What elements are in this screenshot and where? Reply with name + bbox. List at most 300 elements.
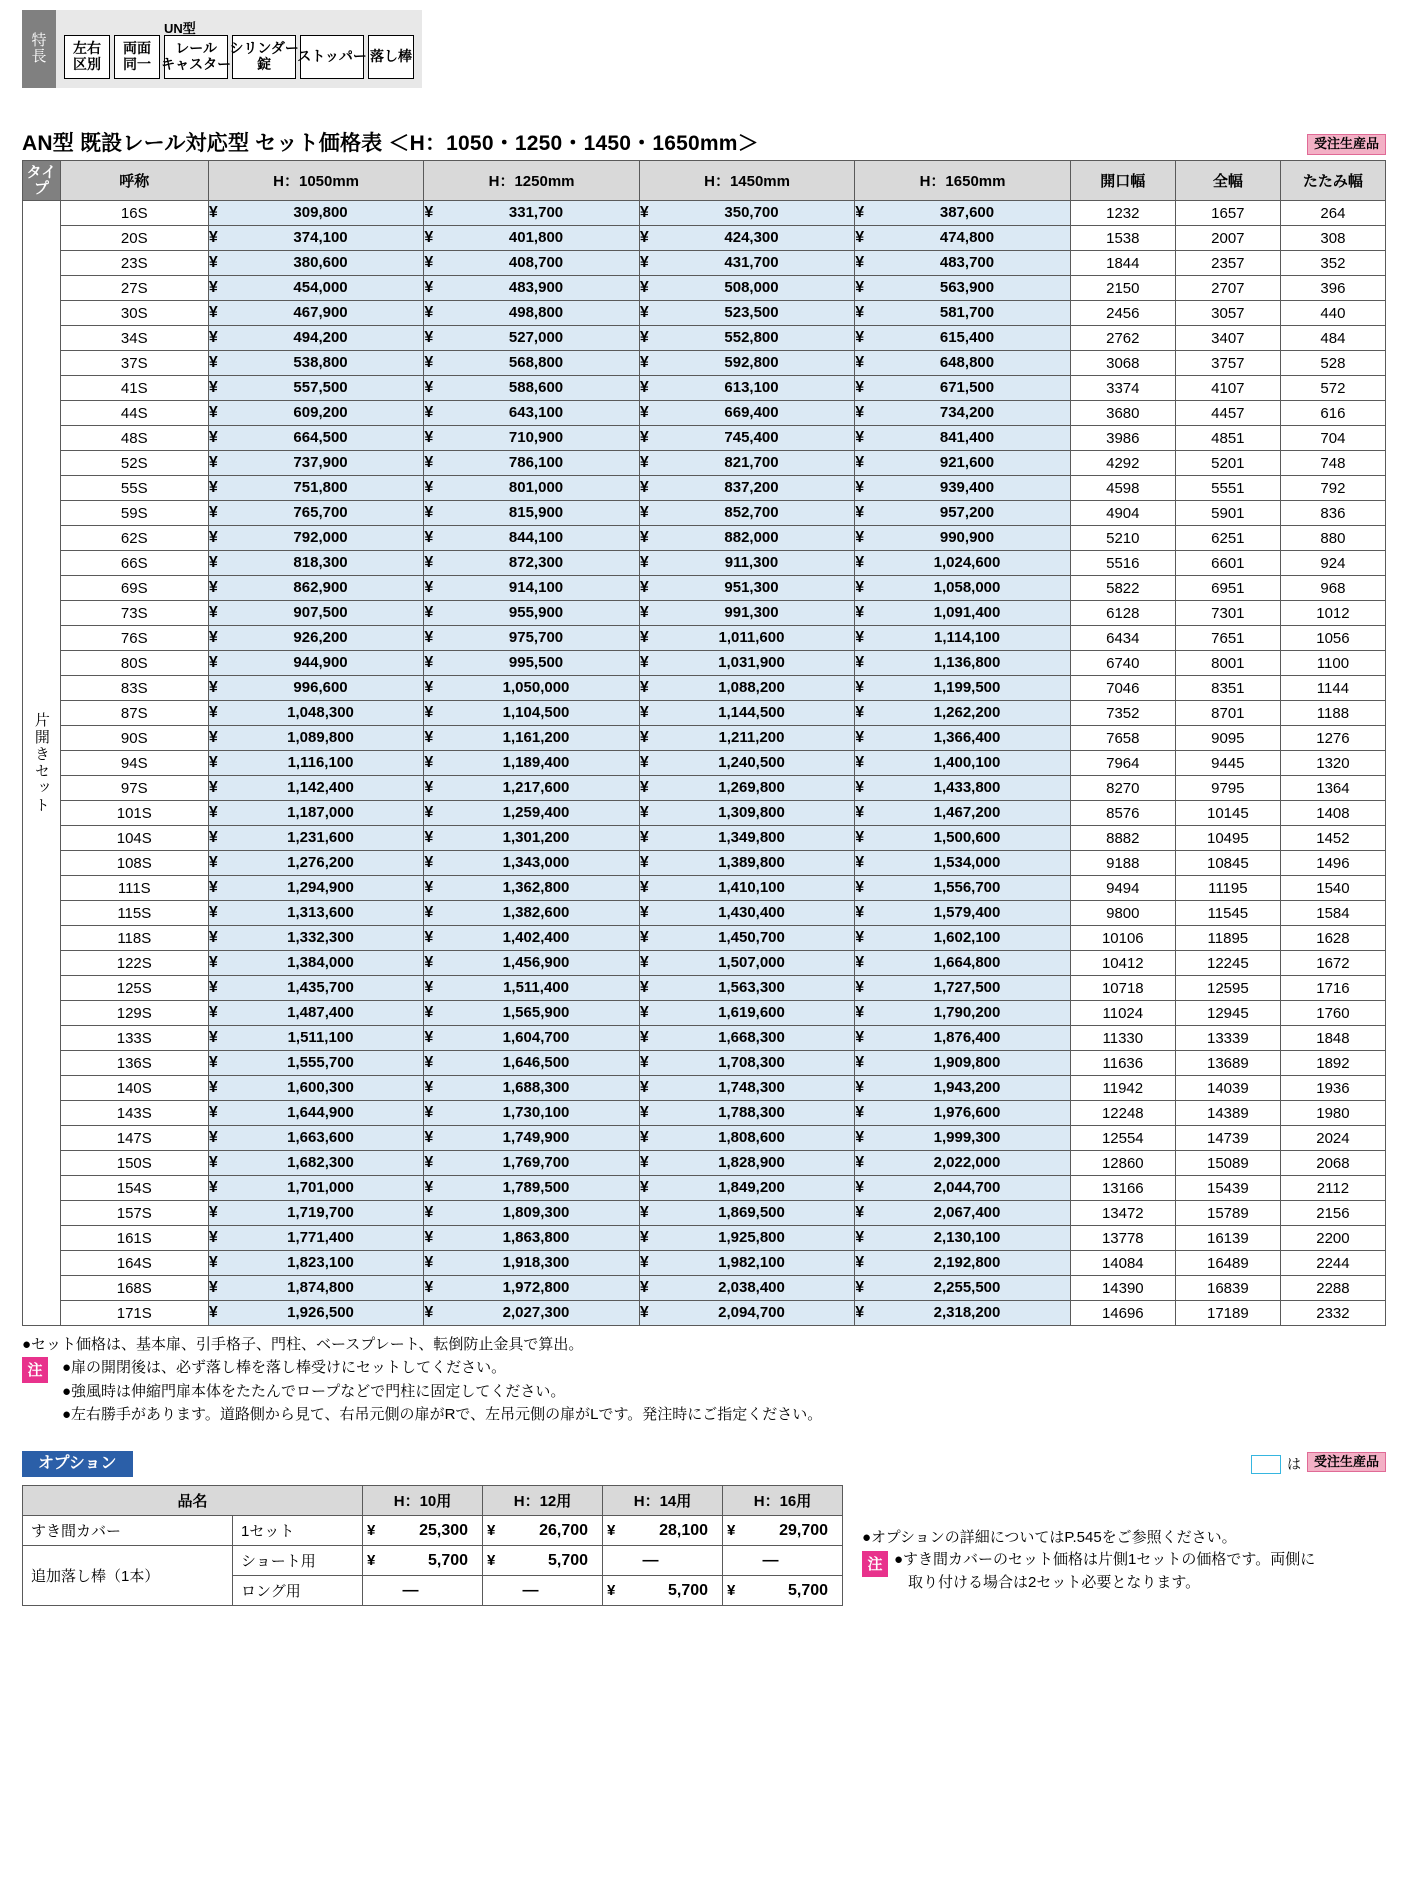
table-row: [23, 1276, 1386, 1301]
table-row: [23, 951, 1386, 976]
yen-symbol: ¥: [607, 1521, 616, 1539]
cell-price: [208, 901, 423, 926]
cell-price: [855, 1276, 1070, 1301]
table-row: [23, 1251, 1386, 1276]
table-row: [23, 351, 1386, 376]
yen-symbol: ¥: [855, 829, 865, 846]
price-value: 1,556,700: [933, 879, 1001, 896]
price-value: 1,450,700: [718, 929, 785, 946]
cell-price: [855, 951, 1070, 976]
cell-dimension: 4904: [1070, 501, 1175, 526]
price-value: 1,604,700: [502, 1029, 570, 1046]
cell-price: [208, 526, 423, 551]
price-value: 1,382,600: [502, 904, 570, 921]
price-value: 1,402,400: [502, 929, 570, 946]
price-value: 792,000: [293, 529, 348, 546]
price-value: 613,100: [724, 379, 779, 396]
price-value: 669,400: [724, 404, 779, 421]
option-cell-price: [603, 1546, 723, 1576]
yen-symbol: ¥: [424, 829, 434, 846]
cell-model-name: 73S: [60, 601, 208, 626]
cell-dimension: 7301: [1175, 601, 1280, 626]
notes-block: [22, 1333, 1022, 1426]
note-line-3: ●強風時は伸縮門扉本体をたたんでロープなどで門柱に固定してください。: [62, 1382, 566, 1400]
price-value: 1,602,100: [933, 929, 1001, 946]
cell-price: [855, 1176, 1070, 1201]
price-value: 737,900: [293, 454, 348, 471]
yen-symbol: ¥: [424, 404, 434, 421]
cell-dimension: 9795: [1175, 776, 1280, 801]
cell-price: [208, 1201, 423, 1226]
col-header-h1650: H：1650mm: [855, 161, 1070, 201]
cell-dimension: 792: [1280, 476, 1385, 501]
yen-symbol: ¥: [855, 1154, 865, 1171]
feature-chip-drop-bar: [368, 35, 414, 79]
table-row: [23, 826, 1386, 851]
cell-dimension: 5901: [1175, 501, 1280, 526]
cell-price: [208, 1276, 423, 1301]
feature-chip-cylinder-lock: [229, 35, 299, 79]
price-value: 331,700: [508, 204, 564, 221]
cell-price: [424, 826, 639, 851]
price-value: 1,789,500: [502, 1179, 570, 1196]
cell-dimension: 13472: [1070, 1201, 1175, 1226]
cell-price: [639, 401, 854, 426]
yen-symbol: ¥: [424, 204, 434, 221]
cell-price: [639, 701, 854, 726]
table-row: [23, 326, 1386, 351]
price-value: 648,800: [939, 354, 995, 371]
cell-price: [855, 276, 1070, 301]
yen-symbol: ¥: [639, 1029, 649, 1046]
yen-symbol: ¥: [855, 404, 865, 421]
cell-dimension: 704: [1280, 426, 1385, 451]
cell-dimension: 11895: [1175, 926, 1280, 951]
feature-chip-left-right: [64, 35, 110, 79]
price-value: 1,701,000: [287, 1179, 354, 1196]
option-price-value: 5,700: [787, 1581, 829, 1599]
price-value: 643,100: [508, 404, 564, 421]
yen-symbol: ¥: [424, 329, 434, 346]
price-value: 821,700: [724, 454, 779, 471]
cell-price: [208, 1251, 423, 1276]
cell-dimension: 9494: [1070, 876, 1175, 901]
cell-price: [855, 1126, 1070, 1151]
cell-dimension: 3986: [1070, 426, 1175, 451]
table-row: [23, 1051, 1386, 1076]
cell-dimension: 11024: [1070, 1001, 1175, 1026]
price-value: 1,909,800: [933, 1054, 1001, 1071]
option-price-value: —: [642, 1551, 659, 1569]
cell-price: [855, 426, 1070, 451]
price-value: 1,619,600: [718, 1004, 785, 1021]
option-price-value: 29,700: [779, 1521, 829, 1539]
cell-price: [639, 501, 854, 526]
price-value: 1,142,400: [287, 779, 354, 796]
cell-price: [639, 226, 854, 251]
cell-dimension: 440: [1280, 301, 1385, 326]
price-value: 1,565,900: [502, 1004, 570, 1021]
cell-price: [424, 1076, 639, 1101]
legend-made-to-order-badge: 受注生産品: [1307, 1452, 1386, 1473]
cell-price: [208, 201, 423, 226]
cell-dimension: 7352: [1070, 701, 1175, 726]
cell-price: [855, 1251, 1070, 1276]
cell-price: [639, 301, 854, 326]
yen-symbol: ¥: [855, 1029, 865, 1046]
cell-model-name: 55S: [60, 476, 208, 501]
yen-symbol: ¥: [487, 1521, 496, 1539]
price-value: 1,730,100: [502, 1104, 570, 1121]
cell-price: [208, 851, 423, 876]
option-row: [23, 1546, 843, 1576]
price-value: 1,534,000: [933, 854, 1001, 871]
cell-price: [424, 751, 639, 776]
price-value: 1,999,300: [933, 1129, 1001, 1146]
yen-symbol: ¥: [639, 579, 649, 596]
cell-price: [855, 376, 1070, 401]
cell-price: [424, 351, 639, 376]
yen-symbol: ¥: [639, 329, 649, 346]
cell-model-name: 118S: [60, 926, 208, 951]
table-row: [23, 1226, 1386, 1251]
price-value: 508,000: [724, 279, 779, 296]
cell-dimension: 4598: [1070, 476, 1175, 501]
yen-symbol: ¥: [424, 1179, 434, 1196]
price-value: 852,700: [724, 504, 779, 521]
cell-price: [855, 1301, 1070, 1326]
cell-price: [639, 626, 854, 651]
yen-symbol: ¥: [855, 429, 865, 446]
table-row: [23, 651, 1386, 676]
col-header-h1250: H：1250mm: [424, 161, 639, 201]
table-row: [23, 201, 1386, 226]
yen-symbol: ¥: [208, 479, 218, 496]
feature-strip-label: [22, 10, 56, 88]
cell-model-name: 108S: [60, 851, 208, 876]
cell-dimension: 968: [1280, 576, 1385, 601]
yen-symbol: ¥: [424, 879, 434, 896]
price-value: 1,500,600: [933, 829, 1001, 846]
table-row: [23, 676, 1386, 701]
option-item-name: すき間カバー: [23, 1516, 233, 1546]
cell-dimension: 3680: [1070, 401, 1175, 426]
cell-price: [855, 751, 1070, 776]
yen-symbol: ¥: [855, 1104, 865, 1121]
cell-dimension: 7964: [1070, 751, 1175, 776]
price-value: 844,100: [508, 529, 564, 546]
option-col-header-h12: H：12用: [483, 1486, 603, 1516]
yen-symbol: ¥: [424, 579, 434, 596]
cell-dimension: 5822: [1070, 576, 1175, 601]
yen-symbol: ¥: [424, 1279, 434, 1296]
feature-chip-line: 同一: [123, 56, 151, 72]
yen-symbol: ¥: [855, 1279, 865, 1296]
cell-dimension: 11636: [1070, 1051, 1175, 1076]
cell-dimension: 13778: [1070, 1226, 1175, 1251]
yen-symbol: ¥: [424, 1204, 434, 1221]
price-value: 1,823,100: [287, 1254, 354, 1271]
cell-dimension: 15439: [1175, 1176, 1280, 1201]
cell-price: [208, 601, 423, 626]
option-cell-price: [363, 1546, 483, 1576]
cell-price: [639, 851, 854, 876]
price-value: 2,130,100: [933, 1229, 1001, 1246]
cell-price: [424, 251, 639, 276]
cell-price: [424, 1151, 639, 1176]
option-cell-price: [363, 1516, 483, 1546]
yen-symbol: ¥: [424, 1029, 434, 1046]
price-value: 1,211,200: [718, 729, 785, 746]
cell-dimension: 11942: [1070, 1076, 1175, 1101]
option-header-row: [23, 1486, 843, 1516]
price-value: 1,349,800: [718, 829, 785, 846]
cell-dimension: 6128: [1070, 601, 1175, 626]
option-item-name: 追加落し棒（1本）: [23, 1546, 233, 1606]
cell-dimension: 4851: [1175, 426, 1280, 451]
price-value: 1,088,200: [718, 679, 785, 696]
cell-dimension: 12595: [1175, 976, 1280, 1001]
cell-dimension: 2150: [1070, 276, 1175, 301]
cell-dimension: 11545: [1175, 901, 1280, 926]
price-value: 1,091,400: [933, 604, 1001, 621]
yen-symbol: ¥: [639, 829, 649, 846]
yen-symbol: ¥: [855, 1129, 865, 1146]
yen-symbol: ¥: [639, 1179, 649, 1196]
yen-symbol: ¥: [639, 729, 649, 746]
cell-dimension: 2762: [1070, 326, 1175, 351]
cell-price: [855, 451, 1070, 476]
price-value: 955,900: [508, 604, 564, 621]
cell-model-name: 62S: [60, 526, 208, 551]
cell-price: [639, 1226, 854, 1251]
cell-price: [208, 1076, 423, 1101]
cell-price: [639, 201, 854, 226]
table-row: [23, 251, 1386, 276]
col-header-type: タイプ: [23, 161, 61, 201]
yen-symbol: ¥: [727, 1581, 736, 1599]
yen-symbol: ¥: [208, 904, 218, 921]
price-value: 552,800: [724, 329, 779, 346]
yen-symbol: ¥: [208, 1304, 218, 1321]
option-table: [22, 1485, 843, 1606]
price-value: 568,800: [508, 354, 564, 371]
option-price-value: —: [522, 1581, 539, 1599]
cell-dimension: 7651: [1175, 626, 1280, 651]
cell-price: [208, 626, 423, 651]
cell-model-name: 30S: [60, 301, 208, 326]
price-value: 1,719,700: [287, 1204, 354, 1221]
option-price-value: 28,100: [659, 1521, 709, 1539]
yen-symbol: ¥: [208, 1279, 218, 1296]
cell-dimension: 8576: [1070, 801, 1175, 826]
price-value: 975,700: [508, 629, 564, 646]
cell-price: [855, 801, 1070, 826]
price-value: 1,507,000: [718, 954, 785, 971]
cell-price: [424, 1176, 639, 1201]
price-value: 1,555,700: [287, 1054, 354, 1071]
cell-model-name: 161S: [60, 1226, 208, 1251]
feature-chip-line: キャスター: [161, 56, 232, 72]
price-value: 1,309,800: [718, 804, 785, 821]
option-cell-price: [483, 1546, 603, 1576]
cell-dimension: 3374: [1070, 376, 1175, 401]
cell-model-name: 41S: [60, 376, 208, 401]
yen-symbol: ¥: [855, 979, 865, 996]
yen-symbol: ¥: [424, 229, 434, 246]
yen-symbol: ¥: [639, 929, 649, 946]
yen-symbol: ¥: [855, 1304, 865, 1321]
yen-symbol: ¥: [639, 704, 649, 721]
cell-dimension: 5516: [1070, 551, 1175, 576]
table-row: [23, 851, 1386, 876]
cell-dimension: 1844: [1070, 251, 1175, 276]
yen-symbol: ¥: [855, 679, 865, 696]
cell-dimension: 6434: [1070, 626, 1175, 651]
price-value: 380,600: [293, 254, 348, 271]
col-header-opening-width: 開口幅: [1070, 161, 1175, 201]
yen-symbol: ¥: [639, 629, 649, 646]
cell-price: [639, 326, 854, 351]
cell-model-name: 143S: [60, 1101, 208, 1126]
cell-price: [424, 1126, 639, 1151]
yen-symbol: ¥: [424, 854, 434, 871]
yen-symbol: ¥: [424, 1254, 434, 1271]
price-value: 467,900: [293, 304, 348, 321]
cell-price: [424, 501, 639, 526]
cell-dimension: 16489: [1175, 1251, 1280, 1276]
yen-symbol: ¥: [424, 254, 434, 271]
yen-symbol: ¥: [208, 554, 218, 571]
cell-price: [424, 901, 639, 926]
price-value: 2,192,800: [933, 1254, 1001, 1271]
yen-symbol: ¥: [639, 679, 649, 696]
cell-model-name: 150S: [60, 1151, 208, 1176]
yen-symbol: ¥: [855, 204, 865, 221]
yen-symbol: ¥: [639, 954, 649, 971]
price-value: 592,800: [724, 354, 779, 371]
cell-dimension: 7046: [1070, 676, 1175, 701]
price-value: 951,300: [724, 579, 779, 596]
cell-price: [208, 1176, 423, 1201]
cell-price: [639, 1101, 854, 1126]
price-value: 588,600: [508, 379, 564, 396]
cell-model-name: 133S: [60, 1026, 208, 1051]
yen-symbol: ¥: [208, 279, 218, 296]
cell-price: [424, 926, 639, 951]
cell-price: [639, 1301, 854, 1326]
price-value: 786,100: [508, 454, 564, 471]
price-value: 1,943,200: [933, 1079, 1001, 1096]
cell-dimension: 15089: [1175, 1151, 1280, 1176]
cell-price: [639, 1126, 854, 1151]
option-price-value: —: [762, 1551, 779, 1569]
price-value: 2,318,200: [933, 1304, 1001, 1321]
cell-dimension: 11195: [1175, 876, 1280, 901]
price-value: 1,976,600: [933, 1104, 1001, 1121]
yen-symbol: ¥: [855, 1179, 865, 1196]
cell-model-name: 97S: [60, 776, 208, 801]
price-value: 1,790,200: [933, 1004, 1001, 1021]
yen-symbol: ¥: [639, 754, 649, 771]
cell-price: [208, 276, 423, 301]
cell-dimension: 6951: [1175, 576, 1280, 601]
cell-price: [424, 1026, 639, 1051]
yen-symbol: ¥: [855, 654, 865, 671]
yen-symbol: ¥: [855, 779, 865, 796]
option-col-header-h16: H：16用: [723, 1486, 843, 1516]
yen-symbol: ¥: [208, 729, 218, 746]
yen-symbol: ¥: [639, 1304, 649, 1321]
yen-symbol: ¥: [208, 329, 218, 346]
yen-symbol: ¥: [639, 404, 649, 421]
price-value: 1,925,800: [718, 1229, 785, 1246]
option-cell-price: [723, 1576, 843, 1606]
price-value: 939,400: [939, 479, 995, 496]
yen-symbol: ¥: [855, 229, 865, 246]
price-value: 862,900: [293, 579, 348, 596]
price-value: 1,430,400: [718, 904, 785, 921]
cell-model-name: 164S: [60, 1251, 208, 1276]
table-row: [23, 1001, 1386, 1026]
option-item-variant: 1セット: [233, 1516, 363, 1546]
price-value: 1,301,200: [502, 829, 570, 846]
cell-dimension: 1980: [1280, 1101, 1385, 1126]
price-value: 1,663,600: [287, 1129, 354, 1146]
price-value: 2,094,700: [718, 1304, 785, 1321]
yen-symbol: ¥: [639, 1154, 649, 1171]
option-cell-price: [483, 1516, 603, 1546]
cell-price: [855, 726, 1070, 751]
made-to-order-badge: 受注生産品: [1307, 134, 1386, 155]
cell-price: [208, 776, 423, 801]
cell-price: [855, 1001, 1070, 1026]
cell-price: [208, 726, 423, 751]
cell-price: [855, 926, 1070, 951]
cell-price: [424, 1276, 639, 1301]
yen-symbol: ¥: [208, 704, 218, 721]
cell-dimension: 10718: [1070, 976, 1175, 1001]
yen-symbol: ¥: [208, 404, 218, 421]
table-row: [23, 726, 1386, 751]
cell-dimension: 9095: [1175, 726, 1280, 751]
cell-price: [855, 676, 1070, 701]
cell-price: [208, 426, 423, 451]
cell-price: [855, 251, 1070, 276]
price-value: 872,300: [508, 554, 564, 571]
cell-price: [424, 551, 639, 576]
yen-symbol: ¥: [639, 1004, 649, 1021]
yen-symbol: ¥: [208, 354, 218, 371]
cell-price: [639, 1026, 854, 1051]
yen-symbol: ¥: [855, 254, 865, 271]
yen-symbol: ¥: [424, 779, 434, 796]
cell-price: [424, 1051, 639, 1076]
feature-chip-line: ストッパー: [297, 48, 367, 65]
table-row: [23, 576, 1386, 601]
yen-symbol: ¥: [855, 504, 865, 521]
cell-price: [424, 626, 639, 651]
cell-model-name: 171S: [60, 1301, 208, 1326]
cell-price: [424, 1226, 639, 1251]
yen-symbol: ¥: [208, 204, 218, 221]
cell-price: [208, 401, 423, 426]
yen-symbol: ¥: [208, 254, 218, 271]
price-value: 664,500: [293, 429, 348, 446]
cell-price: [424, 451, 639, 476]
cell-model-name: 34S: [60, 326, 208, 351]
price-value: 1,926,500: [287, 1304, 354, 1321]
